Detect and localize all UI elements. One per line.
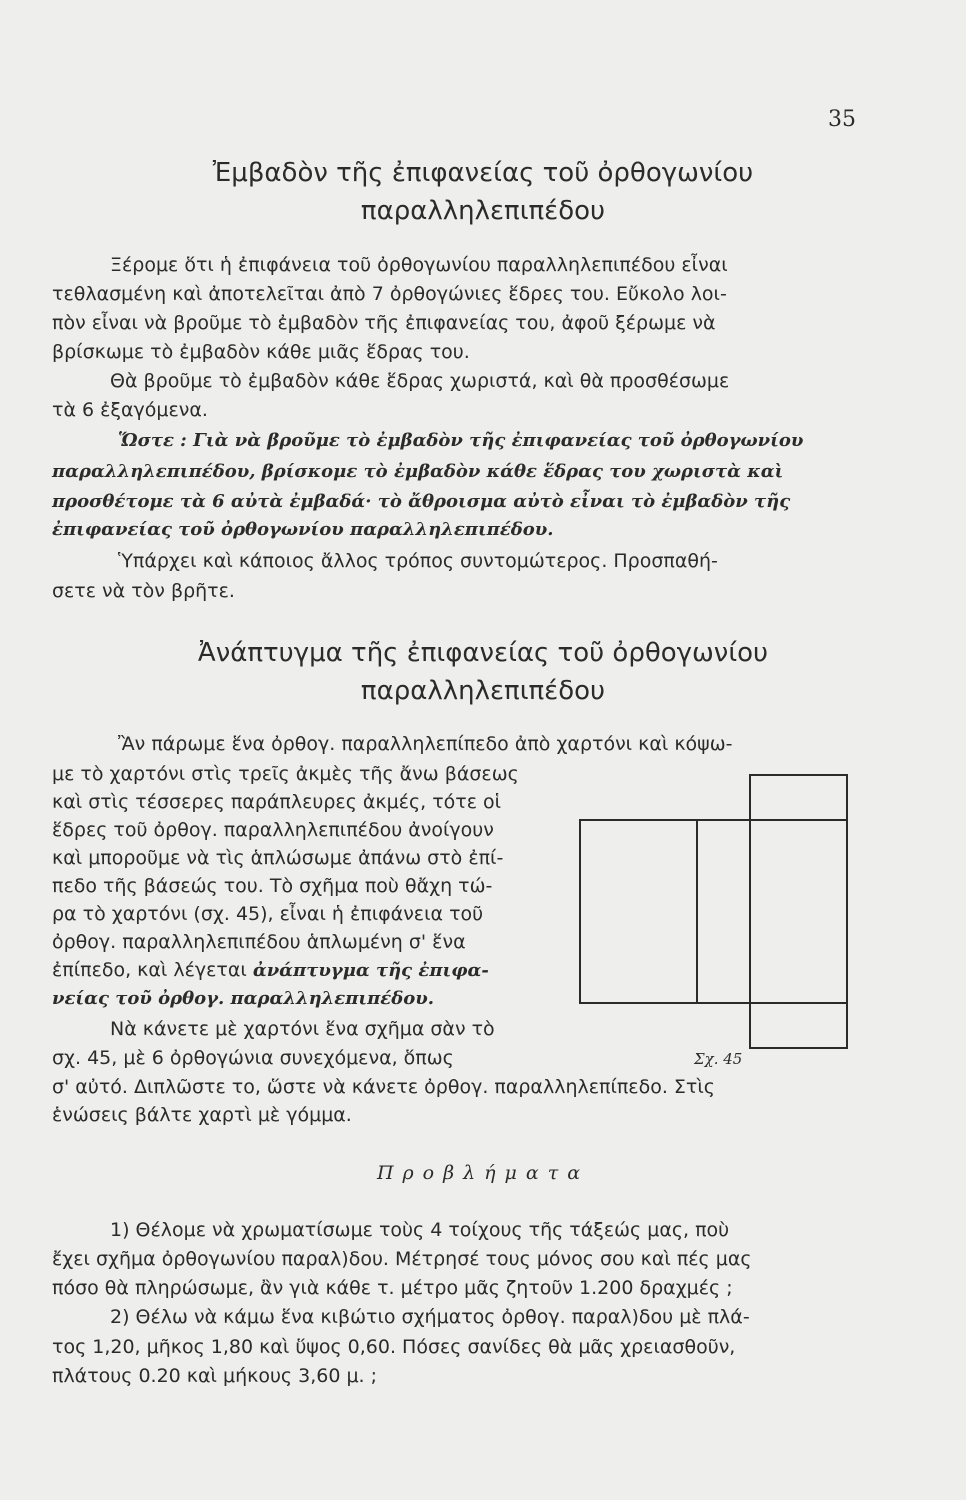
paragraph-line: πεδο τῆς βάσεώς του. Τὸ σχῆμα ποὺ θἄχη τώ- — [52, 875, 493, 897]
paragraph-line: καὶ στὶς τέσσερες παράπλευρες ἀκμές, τότε οἱ — [52, 791, 502, 813]
instruction-line: ἑνώσεις βάλτε χαρτὶ μὲ γόμμα. — [52, 1104, 352, 1126]
section-title-net — [0, 634, 966, 710]
paragraph-line: με τὸ χαρτόνι στὶς τρεῖς ἀκμὲς τῆς ἄνω βάσεως — [52, 763, 519, 785]
paragraph-line: καὶ μποροῦμε νὰ τὶς ἁπλώσωμε ἀπάνω στὸ ἐπί- — [52, 847, 504, 869]
paragraph-line: πὸν εἶναι νὰ βροῦμε τὸ ἐμβαδὸν τῆς ἐπιφανείας του, ἀφοῦ ξέρωμε νὰ — [52, 312, 716, 334]
term-net-continued: νείας τοῦ ὀρθογ. παραλληλεπιπέδου. — [52, 988, 435, 1009]
paragraph-line: Ὑπάρχει καὶ κάποιος ἄλλος τρόπος συντομώτερος. Προσπαθή- — [118, 550, 718, 572]
paragraph-line: βρίσκωμε τὸ ἐμβαδὸν κάθε μιᾶς ἕδρας του. — [52, 341, 470, 363]
net-face-left-outer — [580, 820, 697, 1003]
section-title-line-2: παραλληλεπιπέδου — [360, 676, 606, 706]
problem-1-line: πόσο θὰ πληρώσωμε, ἂν γιὰ κάθε τ. μέτρο μᾶς ζητοῦν 1.200 δραχμές ; — [52, 1277, 733, 1299]
paragraph-line: σετε νὰ τὸν βρῆτε. — [52, 580, 235, 602]
paragraph-line: ἕδρες τοῦ ὀρθογ. παραλληλεπιπέδου ἀνοίγουν — [52, 819, 494, 841]
instruction-line: σ' αὐτό. Διπλῶστε το, ὥστε νὰ κάνετε ὀρθογ. παραλληλεπίπεδο. Στὶς — [52, 1076, 715, 1098]
section-title-line-1: Ἐμβαδὸν τῆς ἐπιφανείας τοῦ ὀρθογωνίου — [212, 158, 754, 188]
net-face-left-inner — [697, 820, 750, 1003]
page-number: 35 — [828, 107, 856, 132]
rule-line: προσθέτομε τὰ 6 αὐτὰ ἐμβαδά· τὸ ἄθροισμα αὐτὸ εἶναι τὸ ἐμβαδὸν τῆς — [52, 491, 791, 512]
net-face-top — [750, 775, 847, 820]
net-face-bottom — [750, 1003, 847, 1048]
rule-line: παραλληλεπιπέδου, βρίσκομε τὸ ἐμβαδὸν κάθε ἕδρας του χωριστὰ καὶ — [52, 461, 784, 482]
paragraph-line: ὀρθογ. παραλληλεπιπέδου ἁπλωμένη σ' ἕνα — [52, 931, 466, 953]
section-title-line-2: παραλληλεπιπέδου — [360, 196, 606, 226]
instruction-line: Νὰ κάνετε μὲ χαρτόνι ἕνα σχῆμα σὰν τὸ — [110, 1018, 495, 1040]
paragraph-line: Θὰ βροῦμε τὸ ἐμβαδὸν κάθε ἕδρας χωριστά, καὶ θὰ προσθέσωμε — [110, 370, 730, 392]
section-title-surface-area — [0, 154, 966, 230]
paragraph-line: Ξέρομε ὅτι ἡ ἐπιφάνεια τοῦ ὀρθογωνίου παραλληλεπιπέδου εἶναι — [110, 254, 728, 276]
section-title-line-1: Ἀνάπτυγμα τῆς ἐπιφανείας τοῦ ὀρθογωνίου — [197, 638, 769, 668]
rule-line: ἐπιφανείας τοῦ ὀρθογωνίου παραλληλεπιπέδου. — [52, 519, 554, 540]
problem-2-line: πλάτους 0.20 καὶ μήκους 3,60 μ. ; — [52, 1365, 378, 1387]
figure-45-net-diagram — [578, 772, 858, 1072]
paragraph-line — [52, 959, 489, 981]
paragraph-line: τεθλασμένη καὶ ἀποτελεῖται ἀπὸ 7 ὀρθογώνιες ἕδρες του. Εὔκολο λοι- — [52, 283, 727, 305]
rule-line: Ὥστε : Γιὰ νὰ βροῦμε τὸ ἐμβαδὸν τῆς ἐπιφανείας τοῦ ὀρθογωνίου — [118, 430, 804, 451]
net-face-middle — [750, 820, 847, 1003]
figure-label: Σχ. 45 — [694, 1050, 743, 1068]
paragraph-line: τὰ 6 ἐξαγόμενα. — [52, 399, 208, 421]
term-net: ἀνάπτυγμα τῆς ἐπιφα- — [252, 960, 489, 981]
problem-1-line: ἔχει σχῆμα ὀρθογωνίου παραλ)δου. Μέτρησέ τους μόνος σου καὶ πές μας — [52, 1248, 752, 1270]
paragraph-line: ρα τὸ χαρτόνι (σχ. 45), εἶναι ἡ ἐπιφάνεια τοῦ — [52, 903, 484, 925]
paragraph-line: Ἂν πάρωμε ἕνα ὀρθογ. παραλληλεπίπεδο ἀπὸ χαρτόνι καὶ κόψω- — [118, 733, 733, 755]
paragraph-text: ἐπίπεδο, καὶ λέγεται — [52, 959, 247, 981]
problem-2-line: 2) Θέλω νὰ κάμω ἕνα κιβώτιο σχήματος ὀρθογ. παραλ)δου μὲ πλά- — [110, 1306, 750, 1328]
problem-2-line: τος 1,20, μῆκος 1,80 καὶ ὕψος 0,60. Πόσες σανίδες θὰ μᾶς χρειασθοῦν, — [52, 1336, 736, 1358]
problem-1-line: 1) Θέλομε νὰ χρωματίσωμε τοὺς 4 τοίχους τῆς τάξεώς μας, ποὺ — [110, 1219, 730, 1241]
instruction-line: σχ. 45, μὲ 6 ὀρθογώνια συνεχόμενα, ὅπως — [52, 1047, 454, 1069]
problems-title: Προβλήματα — [376, 1162, 590, 1184]
